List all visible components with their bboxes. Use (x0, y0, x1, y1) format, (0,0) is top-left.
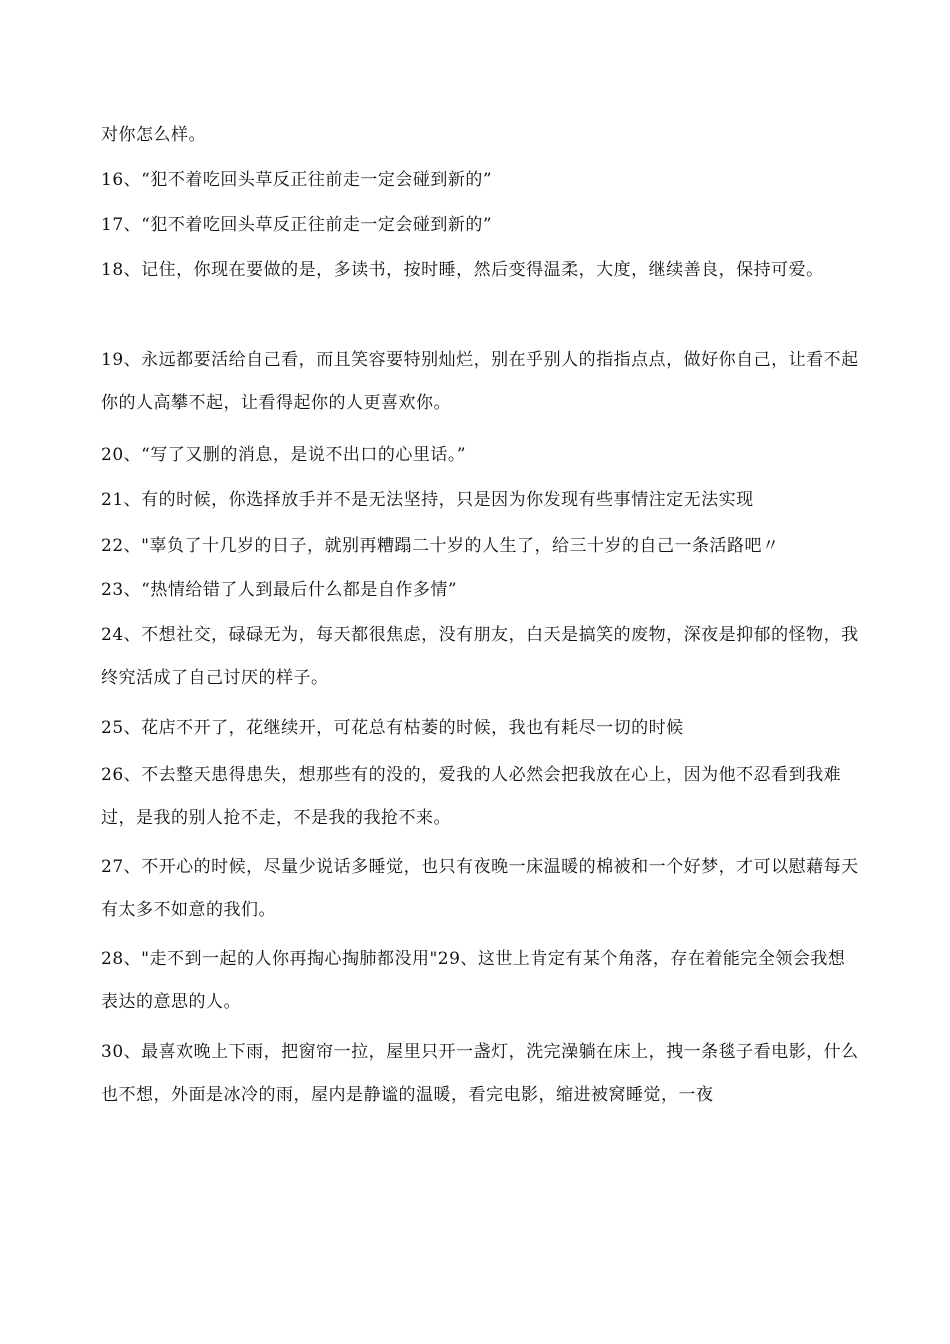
paragraph-continuation: 对你怎么样。 (101, 125, 206, 145)
paragraph-16: 16、“犯不着吃回头草反正往前走一定会碰到新的” (101, 170, 493, 190)
paragraph-30: 30、最喜欢晚上下雨，把窗帘一拉，屋里只开一盏灯，洗完澡躺在床上，拽一条毯子看电影，什么也不想，外面是冰冷的雨，屋内是静谧的温暖，看完电影，缩进被窝睡觉，一夜 (101, 1042, 859, 1105)
paragraph-27: 27、不开心的时候，尽量少说话多睡觉，也只有夜晚一床温暖的棉被和一个好梦，才可以慰藉每天有太多不如意的我们。 (101, 857, 859, 920)
paragraph-20: 20、“写了又删的消息，是说不出口的心里话。” (101, 445, 467, 465)
paragraph-26: 26、不去整天患得患失，想那些有的没的，爱我的人必然会把我放在心上，因为他不忍看到我难过，是我的别人抢不走，不是我的我抢不来。 (101, 765, 842, 828)
paragraph-19: 19、永远都要活给自己看，而且笑容要特别灿烂，别在乎别人的指指点点，做好你自己，让看不起你的人高攀不起，让看得起你的人更喜欢你。 (101, 350, 859, 413)
paragraph-28-29: 28、"走不到一起的人你再掏心掏肺都没用"29、这世上肯定有某个角落，存在着能完全领会我想表达的意思的人。 (101, 949, 846, 1012)
paragraph-21: 21、有的时候，你选择放手并不是无法坚持，只是因为你发现有些事情注定无法实现 (101, 490, 754, 510)
paragraph-24: 24、不想社交，碌碌无为，每天都很焦虑，没有朋友，白天是搞笑的废物，深夜是抑郁的怪物，我终究活成了自己讨厌的样子。 (101, 625, 859, 688)
paragraph-22: 22、"辜负了十几岁的日子，就别再糟蹋二十岁的人生了，给三十岁的自己一条活路吧〃 (101, 536, 780, 556)
paragraph-25: 25、花店不开了，花继续开，可花总有枯萎的时候，我也有耗尽一切的时候 (101, 718, 684, 738)
paragraph-17: 17、“犯不着吃回头草反正往前走一定会碰到新的” (101, 215, 493, 235)
paragraph-23: 23、“热情给错了人到最后什么都是自作多情” (101, 580, 458, 600)
paragraph-18: 18、记住，你现在要做的是，多读书，按时睡，然后变得温柔，大度，继续善良，保持可爱。 (101, 260, 824, 280)
